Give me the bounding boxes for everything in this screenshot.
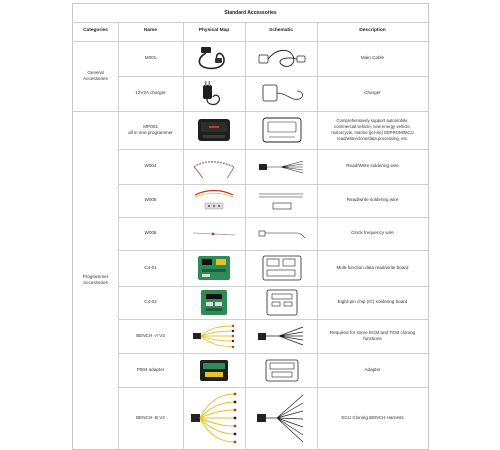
header-categories: Categories <box>83 28 108 34</box>
rule-row <box>118 149 428 150</box>
rule-below-title <box>73 22 428 23</box>
rule-group <box>73 111 428 112</box>
c4-02-schematic <box>253 288 311 317</box>
row-name-c4-02: C4-02 <box>144 299 157 305</box>
row-desc-w005: Read/write soldering wire <box>346 197 399 203</box>
row-name-bench-b: BENCH -B V2 <box>136 414 165 420</box>
mp001-photo <box>189 115 239 145</box>
row-name-m001: M001 <box>144 55 157 61</box>
bench-a-schematic <box>253 322 311 351</box>
row-desc-charger: Charger <box>364 90 381 96</box>
row-name-charger: 12V2A charger <box>135 90 166 96</box>
rule-col <box>183 22 184 449</box>
header-schematic: Schematic <box>269 28 293 34</box>
row-name-w005: W005 <box>144 197 157 203</box>
header-description: Description <box>359 28 386 34</box>
rule-row <box>118 250 428 251</box>
w006-wire-photo <box>189 220 239 248</box>
mp001-schematic <box>253 114 311 146</box>
row-desc-m001: Main Cable <box>360 55 385 61</box>
charger-schematic <box>253 79 311 109</box>
category-programmer: Programmer Accessories <box>82 273 109 285</box>
row-name-bench-a: BENCH -A V3 <box>136 332 165 338</box>
header-physical-map: Physical Map <box>198 28 230 34</box>
w004-wire-photo <box>189 152 239 182</box>
w006-schematic <box>253 220 311 248</box>
c4-02-board-photo <box>189 288 239 317</box>
rule-below-header <box>73 41 428 42</box>
row-desc-bench-a: Required for some ECM and TCM cloning functions <box>329 329 416 341</box>
bench-b-harness-photo <box>187 390 241 446</box>
table-title: Standard Accessories <box>224 9 277 16</box>
c4-01-board-photo <box>189 253 239 283</box>
rule-row <box>118 387 428 388</box>
rule-col <box>118 22 119 449</box>
w005-schematic <box>253 187 311 215</box>
p004-schematic <box>253 356 311 385</box>
row-desc-bench-b: ECU Cloning BENCH Harness <box>341 414 404 420</box>
w005-wire-photo <box>189 187 239 215</box>
charger-photo <box>189 79 239 109</box>
bench-b-schematic <box>253 390 311 446</box>
row-name-p004: P004 adapter <box>136 366 165 372</box>
rule-row <box>118 217 428 218</box>
row-name-w006: W006 <box>144 230 157 236</box>
row-desc-w004: Read/Write soldering wire <box>346 163 399 169</box>
p004-adapter-photo <box>189 356 239 385</box>
rule-row <box>118 184 428 185</box>
rule-col <box>245 22 246 449</box>
m001-cable-schematic <box>253 44 311 74</box>
rule-col <box>317 22 318 449</box>
row-desc-mp001: Comprehensively support automobile, commercial vehicle, new energy vehicle, motorcycle, marine (jet-ski) EEPROM/MCU read/write/clone/data processing, etc. <box>331 118 414 141</box>
rule-row <box>118 353 428 354</box>
m001-cable-photo <box>189 44 239 74</box>
row-name-mp001: MP001 all in one programmer <box>128 123 173 135</box>
c4-01-schematic <box>253 253 311 283</box>
row-desc-c4-02: Eight-pin chip (IC) soldering board <box>337 299 408 305</box>
row-desc-c4-01: Multi-function data read/write board <box>336 264 409 270</box>
rule-row <box>118 286 428 287</box>
w004-schematic <box>253 152 311 182</box>
row-name-c4-01: C4-01 <box>144 264 157 270</box>
row-desc-p004: Adapter <box>364 366 381 372</box>
row-name-w004: W004 <box>144 163 157 169</box>
bench-a-harness-photo <box>189 322 239 351</box>
accessories-table <box>72 3 429 450</box>
rule-row <box>118 76 428 77</box>
header-name: Name <box>143 28 158 34</box>
rule-row <box>118 319 428 320</box>
category-general: General Accessories <box>83 69 108 81</box>
row-desc-w006: Clock frequency wire <box>351 230 394 236</box>
